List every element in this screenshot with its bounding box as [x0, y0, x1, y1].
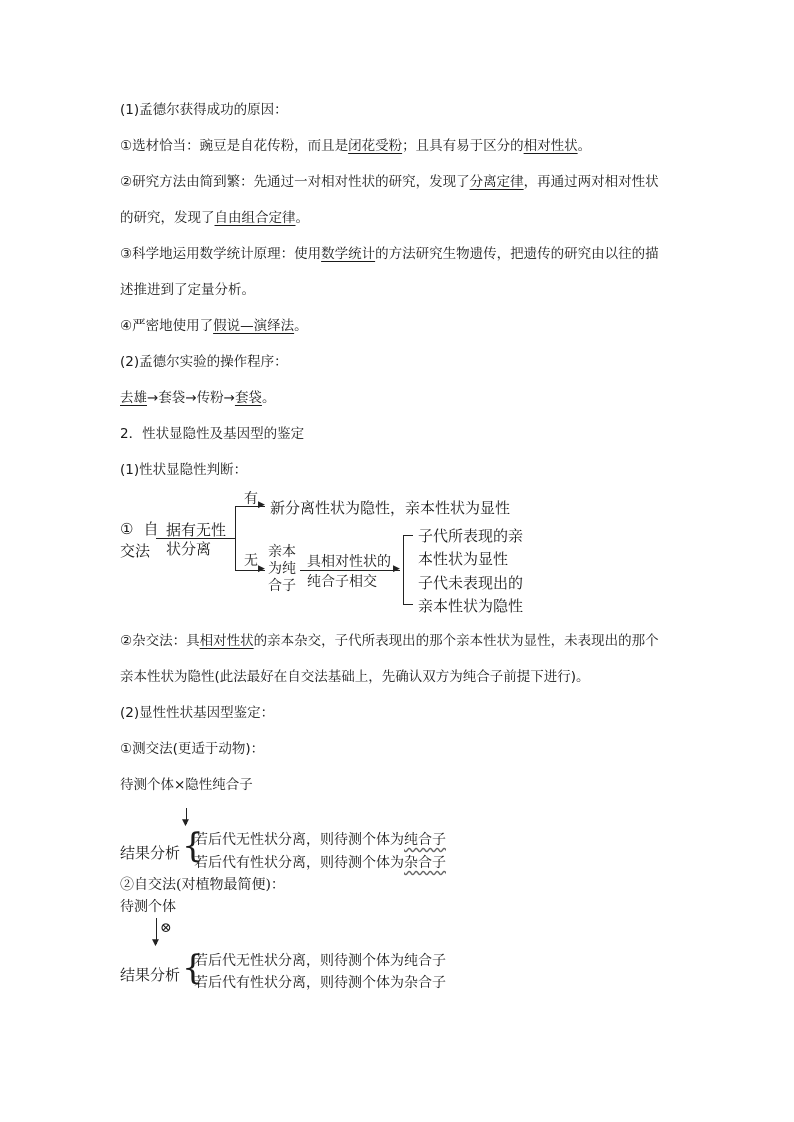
keyword-relative-traits: 相对性状 [523, 138, 578, 154]
self-cross-subject: 待测个体 [120, 899, 176, 915]
test-cross-formula: 待测个体×隐性纯合子 [120, 777, 253, 793]
reason-4-text: ④严密地使用了 [120, 318, 214, 334]
arrow-icon: → [185, 390, 197, 406]
analysis-label: 结果分析 [120, 844, 181, 862]
brace-icon: { [182, 826, 204, 866]
condition-line-1: 据有无性 [166, 521, 227, 539]
keyword-independent-assortment: 自由组合定律 [214, 210, 296, 226]
cross-line-2: 纯合子相交 [307, 574, 377, 590]
parent-pure-line-2: 为纯 [268, 561, 296, 577]
keyword-segregation-law: 分离定律 [469, 174, 524, 190]
self-outcome-2: 若后代有性状分离，则待测个体为杂合子 [194, 975, 446, 991]
reason-3-text-2: 的方法研究生物遗传，把遗传的研究由以往的描 [375, 246, 659, 262]
arrow-icon: → [223, 390, 235, 406]
arrow-icon: → [147, 390, 159, 406]
step-emasculation: 去雄 [120, 390, 147, 406]
keyword-homozygote: 纯合子 [404, 832, 446, 848]
test-cross-title: ①测交法(更适于动物)： [120, 741, 265, 757]
keyword-relative-traits-2: 相对性状 [199, 633, 254, 649]
reason-1-end: 。 [577, 138, 592, 154]
keyword-hypothesis-deduction: 假说—演绎法 [213, 318, 295, 334]
step-pollination: 传粉 [196, 390, 224, 406]
keyword-closed-pollination: 闭花受粉 [348, 138, 403, 154]
section-3-title: (1)性状显隐性判断： [120, 462, 248, 478]
hybrid-method-cont: 亲本性状为隐性(此法最好在自交法基础上，先确认双方为纯合子前提下进行)。 [120, 669, 590, 685]
label-number: ① [120, 520, 134, 538]
reason-2-text-2: ，再通过两对相对性状 [523, 174, 659, 190]
arrow-down-icon: ▼ [152, 938, 159, 948]
label-char: 自 [143, 520, 159, 538]
reason-3-cont: 述推进到了定量分析。 [120, 282, 255, 298]
self-cross-title: ②自交法(对植物最简便)： [120, 877, 285, 893]
branch-yes-label: 有 [244, 491, 258, 507]
self-cross-symbol-icon: ⊗ [160, 920, 172, 936]
self-outcome-1: 若后代无性状分离，则待测个体为纯合子 [194, 953, 446, 969]
reason-1-text: ①选材恰当：豌豆是自花传粉，而且是 [120, 138, 349, 154]
procedure-end: 。 [261, 390, 276, 406]
result-2a: 子代未表现出的 [418, 574, 524, 592]
keyword-heterozygote: 杂合子 [404, 855, 446, 871]
reason-1-text-2: ；且具有易于区分的 [402, 138, 524, 154]
heading-2: 2．性状显隐性及基因型的鉴定 [120, 426, 305, 442]
arrow-right-icon: ▶ [258, 564, 265, 574]
reason-2b-text: 的研究，发现了 [120, 210, 215, 226]
result-1a: 子代所表现的亲 [418, 527, 524, 545]
reason-3-text: ③科学地运用数学统计原理：使用 [120, 246, 322, 262]
arrow-right-icon: ▶ [258, 500, 265, 510]
arrow-right-icon: ▶ [393, 564, 400, 574]
step-bagging-2: 套袋 [234, 390, 262, 406]
test-outcome-2-text: 若后代有性状分离，则待测个体为 [194, 855, 404, 871]
result-1b: 本性状为显性 [418, 550, 509, 568]
section-4-title: (2)显性性状基因型鉴定： [120, 705, 275, 721]
analysis-label-2: 结果分析 [120, 966, 181, 984]
parent-pure-line-3: 合子 [268, 578, 296, 594]
parent-pure-line-1: 亲本 [268, 544, 296, 560]
section-1-title: (1)孟德尔获得成功的原因： [120, 102, 288, 118]
self-cross-label-2: 交法 [120, 542, 151, 560]
cross-line-1: 具相对性状的 [307, 554, 391, 570]
reason-2-text: ②研究方法由简到繁：先通过一对相对性状的研究，发现了 [120, 174, 470, 190]
brace-icon: { [182, 948, 204, 988]
step-bagging: 套袋 [158, 390, 186, 406]
test-outcome-1-text: 若后代无性状分离，则待测个体为 [194, 832, 404, 848]
hybrid-text-2: 的亲本杂交，子代所表现出的那个亲本性状为显性，未表现出的那个 [253, 633, 659, 649]
keyword-statistics: 数学统计 [321, 246, 376, 262]
section-2-title: (2)孟德尔实验的操作程序： [120, 354, 288, 370]
reason-4-end: 。 [294, 318, 308, 334]
result-2b: 亲本性状为隐性 [418, 597, 524, 615]
yes-result: 新分离性状为隐性，亲本性状为显性 [270, 499, 511, 517]
hybrid-text: ②杂交法：具 [120, 633, 200, 649]
branch-no-label: 无 [244, 553, 258, 569]
arrow-down-icon: ▼ [182, 818, 189, 828]
reason-2b-end: 。 [295, 210, 309, 226]
condition-line-2: 状分离 [166, 540, 212, 558]
